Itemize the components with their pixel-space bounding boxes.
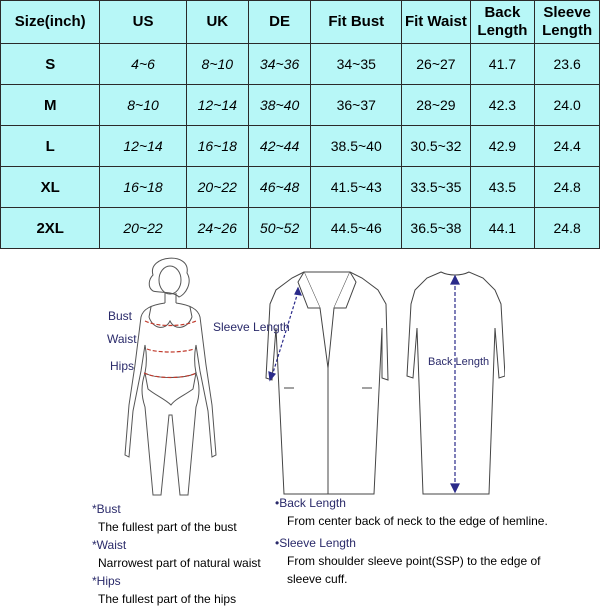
cell-size: L	[1, 126, 100, 167]
cell-sleeve-length: 23.6	[535, 44, 600, 85]
label-waist: Waist	[107, 332, 137, 346]
definitions-left	[92, 500, 261, 608]
label-hips: Hips	[110, 359, 135, 373]
cell-size: XL	[1, 167, 100, 208]
cell-uk: 12~14	[186, 85, 248, 126]
cell-uk: 24~26	[186, 208, 248, 249]
cell-us: 16~18	[100, 167, 186, 208]
cell-fit-waist: 30.5~32	[402, 126, 470, 167]
def-sleeve-title: •Sleeve Length	[275, 536, 356, 550]
cell-fit-bust: 44.5~46	[311, 208, 402, 249]
cell-uk: 20~22	[186, 167, 248, 208]
cell-sleeve-length: 24.8	[535, 167, 600, 208]
cell-back-length: 41.7	[470, 44, 535, 85]
size-chart-table	[0, 0, 600, 249]
header-fit-bust: Fit Bust	[311, 1, 402, 44]
def-bust-title: *Bust	[92, 502, 121, 516]
cell-fit-bust: 41.5~43	[311, 167, 402, 208]
cell-de: 50~52	[248, 208, 310, 249]
header-fit-waist: Fit Waist	[402, 1, 470, 44]
def-waist-text: Narrowest part of natural waist	[98, 556, 261, 570]
cell-fit-bust: 36~37	[311, 85, 402, 126]
cell-fit-bust: 38.5~40	[311, 126, 402, 167]
cell-us: 8~10	[100, 85, 186, 126]
cell-de: 38~40	[248, 85, 310, 126]
table-row	[1, 85, 600, 126]
label-sleeve-length: Sleeve Length	[213, 320, 290, 334]
cell-us: 4~6	[100, 44, 186, 85]
cell-sleeve-length: 24.4	[535, 126, 600, 167]
table-row	[1, 126, 600, 167]
cell-de: 34~36	[248, 44, 310, 85]
cell-de: 46~48	[248, 167, 310, 208]
table-row	[1, 44, 600, 85]
header-size: Size(inch)	[1, 1, 100, 44]
cell-size: M	[1, 85, 100, 126]
cell-sleeve-length: 24.8	[535, 208, 600, 249]
def-waist-title: *Waist	[92, 538, 127, 552]
coat-back-figure	[405, 268, 505, 503]
cell-uk: 16~18	[186, 126, 248, 167]
table-row	[1, 167, 600, 208]
cell-fit-waist: 26~27	[402, 44, 470, 85]
cell-us: 12~14	[100, 126, 186, 167]
cell-uk: 8~10	[186, 44, 248, 85]
def-hips-title: *Hips	[92, 574, 121, 588]
label-bust: Bust	[108, 309, 133, 323]
def-bust-text: The fullest part of the bust	[98, 520, 237, 534]
coat-front-figure	[262, 268, 392, 503]
def-back-text: From center back of neck to the edge of hemline.	[287, 514, 548, 528]
cell-back-length: 42.3	[470, 85, 535, 126]
cell-size: 2XL	[1, 208, 100, 249]
cell-de: 42~44	[248, 126, 310, 167]
header-de: DE	[248, 1, 310, 44]
def-sleeve-text: From shoulder sleeve point(SSP) to the edge of sleeve cuff.	[287, 554, 541, 586]
header-back-length: Back Length	[470, 1, 535, 44]
table-header-row	[1, 1, 600, 44]
label-back-length: Back Length	[428, 356, 490, 368]
header-uk: UK	[186, 1, 248, 44]
header-us: US	[100, 1, 186, 44]
cell-size: S	[1, 44, 100, 85]
cell-sleeve-length: 24.0	[535, 85, 600, 126]
cell-back-length: 43.5	[470, 167, 535, 208]
table-row	[1, 208, 600, 249]
cell-fit-waist: 28~29	[402, 85, 470, 126]
cell-fit-waist: 33.5~35	[402, 167, 470, 208]
cell-us: 20~22	[100, 208, 186, 249]
definitions-right	[275, 494, 575, 588]
def-back-title: •Back Length	[275, 496, 346, 510]
cell-fit-waist: 36.5~38	[402, 208, 470, 249]
cell-fit-bust: 34~35	[311, 44, 402, 85]
cell-back-length: 42.9	[470, 126, 535, 167]
header-sleeve-length: Sleeve Length	[535, 1, 600, 44]
cell-back-length: 44.1	[470, 208, 535, 249]
def-hips-text: The fullest part of the hips	[98, 592, 237, 606]
